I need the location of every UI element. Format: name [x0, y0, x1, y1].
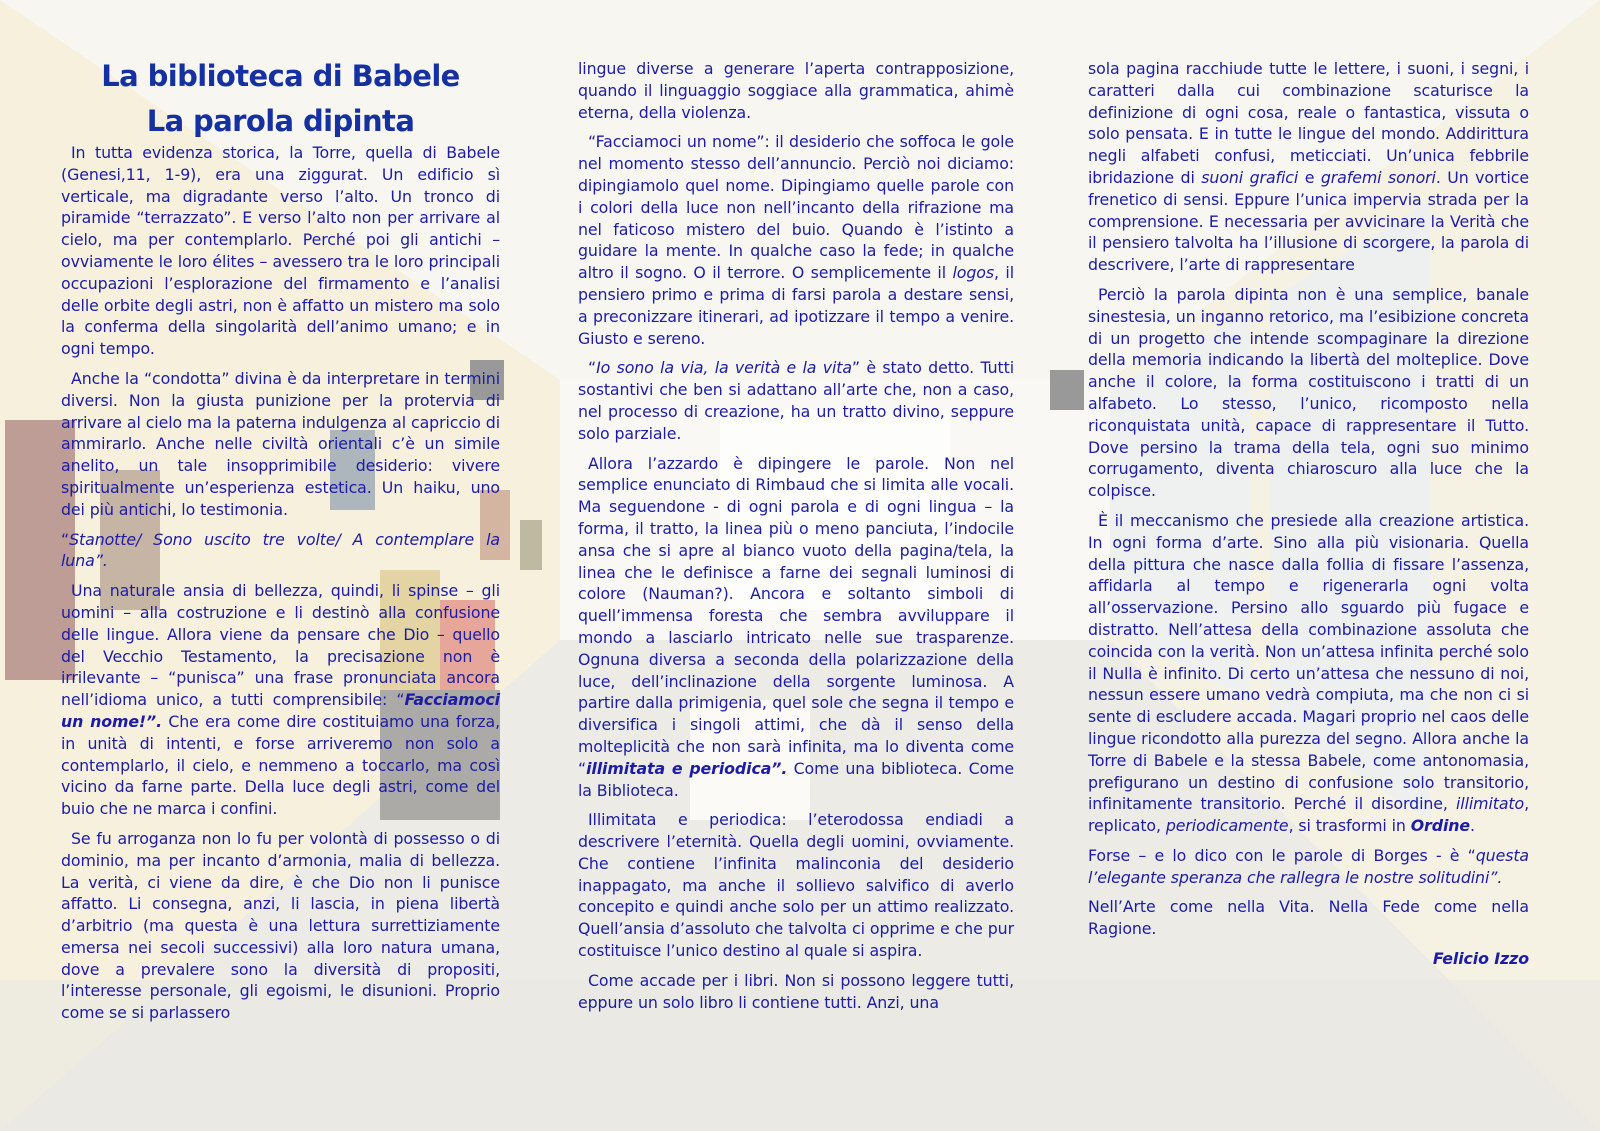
paragraph: In tutta evidenza storica, la Torre, quella di Babele (Genesi,11, 1-9), era una ziggurat. Un edificio sì verticale, ma digradante verso l’alto. Un tronco di piramide “terrazzato”. E verso l’alto non per arrivare al cielo, ma per contemplarlo. Perché poi gli antichi – ovviamente le loro élites – avessero tra le loro principali occupazioni l’esplorazione del firmamento e l’analisi delle orbite degli astri, non è affatto un mistero ma solo la conferma della singolarità dell’animo umano; e in ogni tempo.: [61, 143, 500, 359]
title-line-1: La biblioteca di Babele: [101, 59, 460, 93]
author-signature: Felicio Izzo: [1432, 949, 1529, 969]
paragraph: lingue diverse a generare l’aperta contrapposizione, quando il linguaggio soggiace alla grammatica, ahimè eterna, della violenza.: [578, 59, 1014, 122]
paragraph: Allora l’azzardo è dipingere le parole. Non nel semplice enunciato di Rimbaud che si limita alle vocali. Ma seguendone - di ogni parola e di ogni lingua – la forma, il tratto, la linea più o meno panciuta, l’indocile ansa che si apre al bianco vuoto della pagina/tela, la linea che le definisce a farne dei segnali luminosi di colore (Nauman?). Ancora e soltanto simboli di quell’immensa foresta che sembra avviluppare il mondo a lasciarlo intricato nelle sue trasparenze. Ognuna diversa a seconda della polarizzazione della luce, dell’inclinazione della sorgente luminosa. A partire dalla primigenia, quel sole che segna il tempo e diversifica i singoli attimi, che dà il senso della molteplicità che non sarà infinita, ma lo diventa come “illimitata e periodica”. Come una biblioteca. Come la Biblioteca.: [578, 453, 1014, 800]
paragraph: Nell’Arte come nella Vita. Nella Fede come nella Ragione.: [1088, 897, 1529, 939]
paragraph: È il meccanismo che presiede alla creazione artistica. In ogni forma d’arte. Sino alla più visionaria. Quella della pittura che nasce dalla follia di fissare l’assenza, affidarla al tempo e rigenerarla ogni volta all’osservazione. Persino allo sguardo più fugace e distratto. Nell’attesa della combinazione assoluta che coincida con la verità. Non un’attesa infinita perché solo il Nulla è infinito. Di certo un’attesa che nessuno di noi, nessun essere umano vedrà compiuta, ma che non ci si sente di escludere accada. Magari proprio nel caos delle lingue ricondotto alla purezza del segno. Allora anche la Torre di Babele e la stessa Babele, come antonomasia, prefigurano un destino di confusione solo transitorio, infinitamente transitorio. Perché il disordine, illimitato, replicato, periodicamente, si trasformi in Ordine.: [1088, 510, 1529, 836]
paragraph: sola pagina racchiude tutte le lettere, i suoni, i segni, i caratteri dalla cui combinazione scaturisce la definizione di ogni cosa, reale o fantastica, vissuta o solo pensata. E in tutte le lingue del mondo. Addirittura negli alfabeti confusi, meticciati. Un’unica febbrile ibridazione di suoni grafici e grafemi sonori. Un vortice frenetico di sensi. Eppure l’unica impervia strada per la comprensione. E necessaria per avvicinare la Verità che il pensiero talvolta ha l’illusione di scorgere, la parola di descrivere, l’arte di rappresentare: [1088, 59, 1529, 275]
paragraph: Anche la “condotta” divina è da interpretare in termini diversi. Non la giusta punizione per la protervia di arrivare al cielo ma la paterna indulgenza al capriccio di ammirarlo. Anche nelle civiltà orientali c’è un simile anelito, un tale insopprimibile desiderio: vivere spiritualmente un’esperienza estetica. Un haiku, uno dei più antichi, lo testimonia.: [61, 368, 500, 519]
paragraph: “Facciamoci un nome”: il desiderio che soffoca le gole nel momento stesso dell’annuncio. Perciò noi diciamo: dipingiamolo quel nome. Dipingiamo quelle parole con i colori della luce non nell’incanto della rifrazione ma nel faticoso mistero del buio. Quando è l’istinto a guidare la mente. In qualche caso la fede; in qualche altro il sogno. O il terrore. O semplicemente il logos, il pensiero primo e prima di farsi parola a destare sensi, a preconizzare itinerari, ad ipotizzare il tempo a venire. Giusto e sereno.: [578, 132, 1014, 348]
text-column-2: [578, 58, 1014, 1021]
paragraph: “Io sono la via, la verità e la vita” è stato detto. Tutti sostantivi che ben si adattano all’arte che, non a caso, nel processo di creazione, ha un tratto divino, seppure solo parziale.: [578, 358, 1014, 443]
title-line-2: La parola dipinta: [146, 104, 415, 138]
haiku-quote: “Stanotte/ Sono uscito tre volte/ A contemplare la luna”.: [61, 529, 500, 571]
paragraph: Illimitata e periodica: l’eterodossa endiadi a descrivere l’eternità. Quella degli uomini, ovviamente. Che contiene l’infinita malinconia del desiderio inappagato, ma anche il sollievo salvifico di averlo concepito e quindi anche solo per un attimo realizzato. Quell’ansia d’assoluto che talvolta ci opprime e che pur costituisce l’unico destino al quale si aspira.: [578, 810, 1014, 961]
article-title: [61, 54, 500, 144]
text-column-1: [61, 54, 500, 1032]
paragraph: Come accade per i libri. Non si possono leggere tutti, eppure un solo libro li contiene tutti. Anzi, una: [578, 970, 1014, 1012]
paragraph: Una naturale ansia di bellezza, quindi, li spinse – gli uomini – alla costruzione e li destinò alla confusione delle lingue. Allora viene da pensare che Dio – quello del Vecchio Testamento, la precisazione non è irrilevante – “punisca” una frase pronunciata ancora nell’idioma unico, a tutti comprensibile: “Facciamoci un nome!”. Che era come dire costituiamo una forza, in unità di intenti, e forse arriveremo non solo a contemplarlo, il cielo, e nemmeno a toccarlo, ma così vicino da farne parte. Della luce degli astri, come del buio che ne marca i confini.: [61, 581, 500, 819]
borges-quote: Forse – e lo dico con le parole di Borges - è “questa l’elegante speranza che rallegra le nostre solitudini”.: [1088, 845, 1529, 887]
paragraph: Perciò la parola dipinta non è una semplice, banale sinestesia, un inganno retorico, ma l’esibizione concreta di un progetto che intende scompaginare la direzione della memoria indicando la libertà del molteplice. Dove anche il colore, la forma costituiscono i tratti di un alfabeto. Lo stesso, l’unico, ricomposto nella riconquistata unità, capace di rappresentare il Tutto. Dove persino la trama della tela, ogni suo minimo corrugamento, diventa chiaroscuro alla luce che la colpisce.: [1088, 284, 1529, 501]
paragraph: Se fu arroganza non lo fu per volontà di possesso o di dominio, ma per incanto d’armonia, malia di bellezza. La verità, ci viene da dire, è che Dio non li punisce affatto. Li consegna, anzi, li lascia, in piena libertà d’arbitrio (ma questa è una lettura surrettiziamente emersa nei secoli successivi) alla loro natura umana, dove a prevalere sono la diversità di propositi, l’interesse personale, gli egoismi, le disunioni. Proprio come se si parlassero: [61, 828, 500, 1023]
text-column-3: [1088, 58, 1529, 970]
